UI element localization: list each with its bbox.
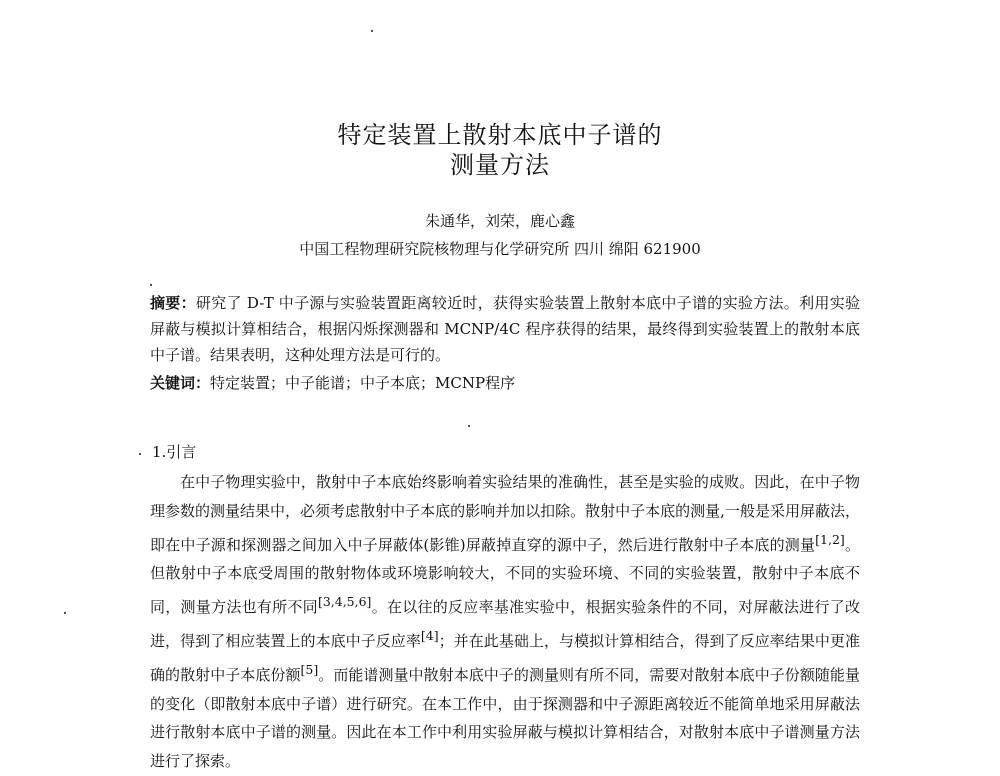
body-text: 。但散射中子本底受周围的散射物体或环境影响较大，不同的实验环境、不同的实验装置，散射中子本底不同，测量方法也有所不同 [150, 535, 860, 617]
scan-speck [139, 453, 141, 455]
section-heading-intro: 1.引言 [152, 443, 197, 461]
abstract [150, 290, 860, 368]
citation: [4] [420, 627, 439, 643]
body-text: 在中子物理实验中，散射中子本底始终影响着实验结果的准确性，甚至是实验的成败。因此，在中子物理参数的测量结果中，必须考虑散射中子本底的影响并加以扣除。散射中子本底的测量,一般是采用屏蔽法，即在中子源和探测器之间加入中子屏蔽体(影锥)屏蔽掉直穿的源中子，然后进行散射中子本底的测量 [150, 473, 860, 554]
citation: [5] [300, 661, 319, 677]
citation: [1,2] [815, 531, 845, 547]
keywords-text: 特定装置；中子能谱；中子本底；MCNP程序 [210, 374, 516, 392]
body-text: 。而能谱测量中散射本底中子的测量则有所不同，需要对散射本底中子份额随能量的变化（即散射本底中子谱）进行研究。在本工作中，由于探测器和中子源距离较近不能简单地采用屏蔽法进行散射本底中子谱的测量。因此在本工作中利用实验屏蔽与模拟计算相结合，对散射本底中子谱测量方法进行了探索。 [150, 665, 860, 771]
intro-paragraph [150, 468, 860, 776]
paper-title-line2: 测量方法 [450, 151, 550, 179]
scan-speck [371, 30, 373, 32]
authors: 朱通华，刘荣，鹿心鑫 [424, 212, 575, 230]
body-text: 。在以往的反应率基准实验中，根据实验条件的不同，对屏蔽法进行了改进，得到了相应装置上的本底中子反应率 [150, 598, 860, 650]
abstract-text: 研究了 D-T 中子源与实验装置距离较近时，获得实验装置上散射本底中子谱的实验方法。利用实验屏蔽与模拟计算相结合，根据闪烁探测器和 MCNP/4C 程序获得的结果，最终得到实验装置上的散射本底中子谱。结果表明，这种处理方法是可行的。 [150, 294, 860, 364]
affiliation: 中国工程物理研究院核物理与化学研究所 四川 绵阳 621900 [299, 240, 701, 258]
citation: [3,4,5,6] [317, 594, 372, 610]
paper-title-line1: 特定装置上散射本底中子谱的 [337, 121, 663, 149]
body-text: ；并在此基础上，与模拟计算相结合，得到了反应率结果中更准确的散射中子本底份额 [150, 631, 860, 684]
scan-speck [150, 284, 152, 286]
abstract-label: 摘要： [150, 294, 196, 312]
scan-speck [468, 425, 470, 427]
keywords-label: 关键词： [150, 374, 211, 392]
scan-speck [64, 612, 66, 614]
keywords [150, 370, 860, 396]
